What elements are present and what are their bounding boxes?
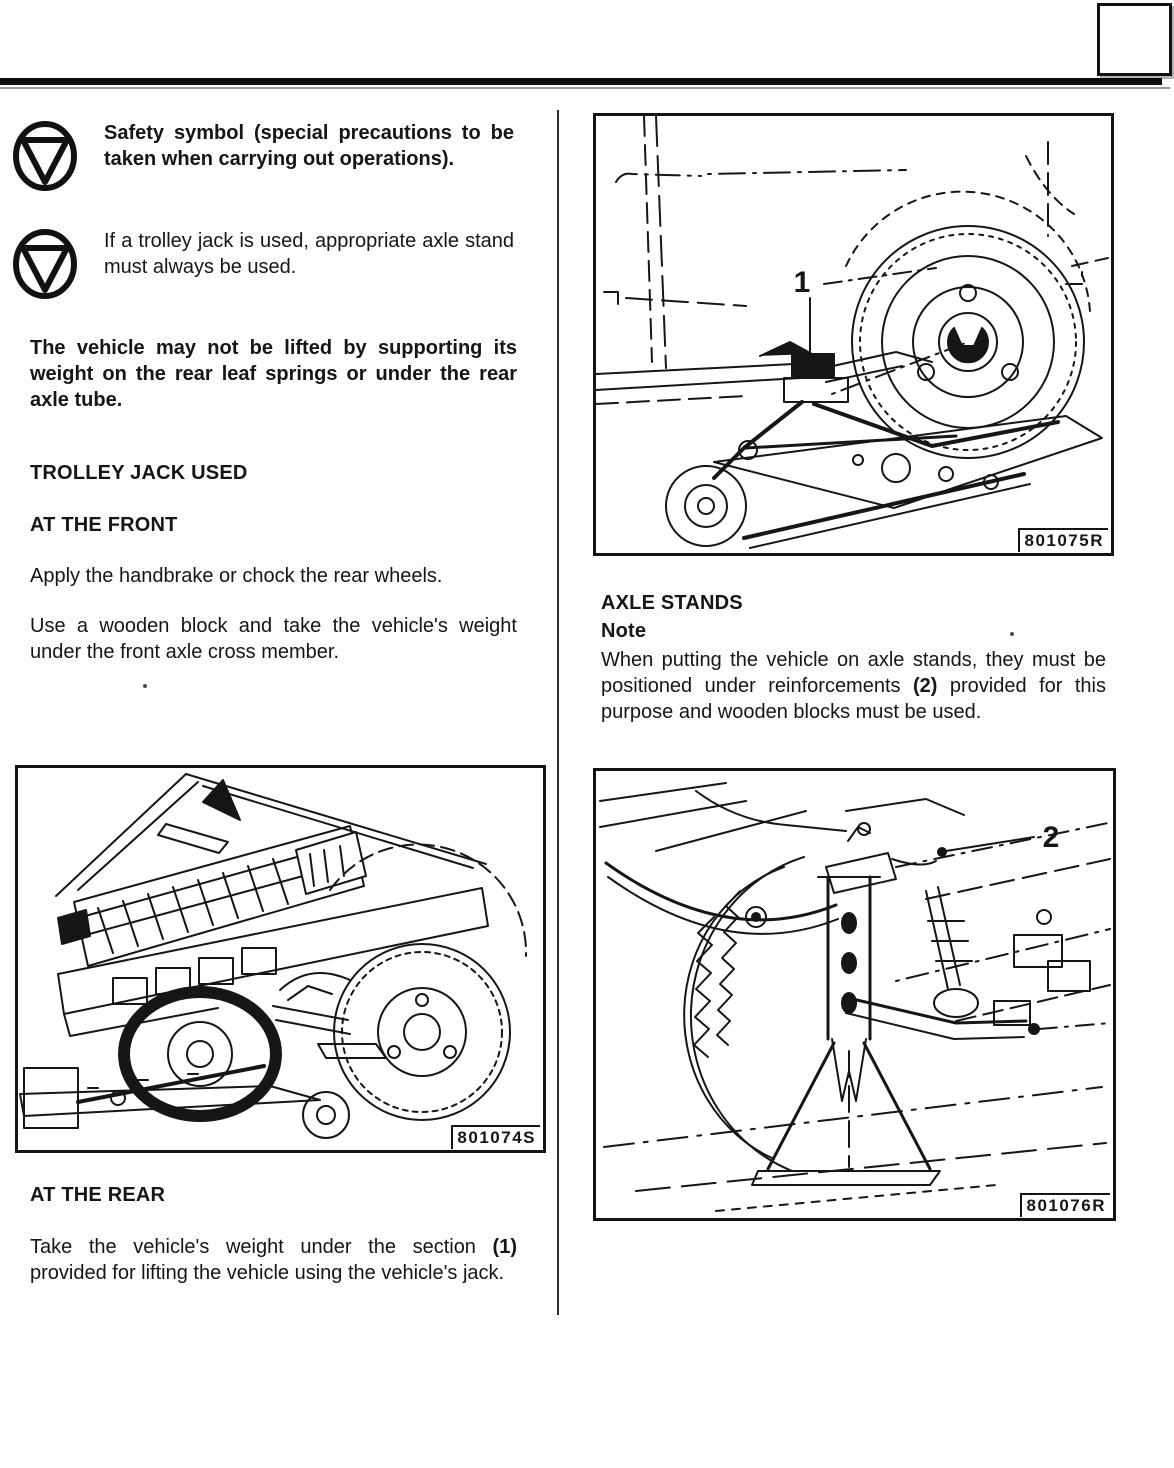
figure-axle-stand-illustration	[596, 771, 1113, 1218]
scan-artifact-dot	[1010, 632, 1014, 636]
heading-at-the-front: AT THE FRONT	[30, 514, 178, 536]
heading-axle-stands: AXLE STANDS	[601, 592, 743, 614]
rear-paragraph	[30, 1234, 517, 1286]
safety-item-text: Safety symbol (special precautions to be taken when carrying out operations).	[104, 122, 514, 170]
safety-item	[12, 228, 514, 305]
note-paragraph	[601, 647, 1106, 725]
page-corner-box	[1097, 3, 1172, 76]
figure-jack-front	[15, 765, 546, 1153]
figure-callout-1: 1	[793, 266, 811, 299]
figure-axle-stand	[593, 768, 1116, 1221]
figure-caption: 801076R	[1020, 1193, 1110, 1217]
rear-paragraph-text: provided for lifting the vehicle using the vehicle's jack.	[30, 1262, 505, 1284]
heading-at-the-rear: AT THE REAR	[30, 1184, 166, 1206]
header-rule	[0, 78, 1162, 85]
column-divider	[557, 110, 559, 1315]
note-paragraph-text: When putting the vehicle on axle stands, they must be positioned under reinforcements	[601, 649, 1106, 697]
figure-jack-front-illustration	[18, 768, 543, 1150]
warning-paragraph: The vehicle may not be lifted by supporting its weight on the rear leaf springs or under the rear axle tube.	[30, 337, 517, 411]
front-paragraph-2: Use a wooden block and take the vehicle's weight under the front axle cross member.	[30, 615, 517, 663]
front-paragraph-1: Apply the handbrake or chock the rear wheels.	[30, 565, 443, 587]
figure-jack-rear-illustration	[596, 116, 1111, 553]
safety-symbol-icon	[12, 120, 78, 197]
figure-caption: 801074S	[451, 1125, 540, 1149]
heading-trolley-jack-used: TROLLEY JACK USED	[30, 462, 248, 484]
safety-item	[12, 120, 514, 197]
figure-callout-2: 2	[1042, 821, 1060, 854]
figure-caption: 801075R	[1018, 528, 1108, 552]
heading-note: Note	[601, 620, 647, 642]
note-paragraph-text: provided for this purpose and wooden blocks must be used.	[601, 675, 1106, 723]
header-rule-shadow	[0, 87, 1170, 89]
safety-item-text: If a trolley jack is used, appropriate axle stand must always be used.	[104, 230, 514, 278]
scan-artifact-dot	[143, 684, 147, 688]
safety-symbol-icon	[12, 228, 78, 305]
rear-paragraph-text: Take the vehicle's weight under the section	[30, 1236, 493, 1258]
callout-ref-2: (2)	[912, 675, 938, 697]
callout-ref-1: (1)	[492, 1236, 517, 1258]
figure-jack-rear	[593, 113, 1114, 556]
